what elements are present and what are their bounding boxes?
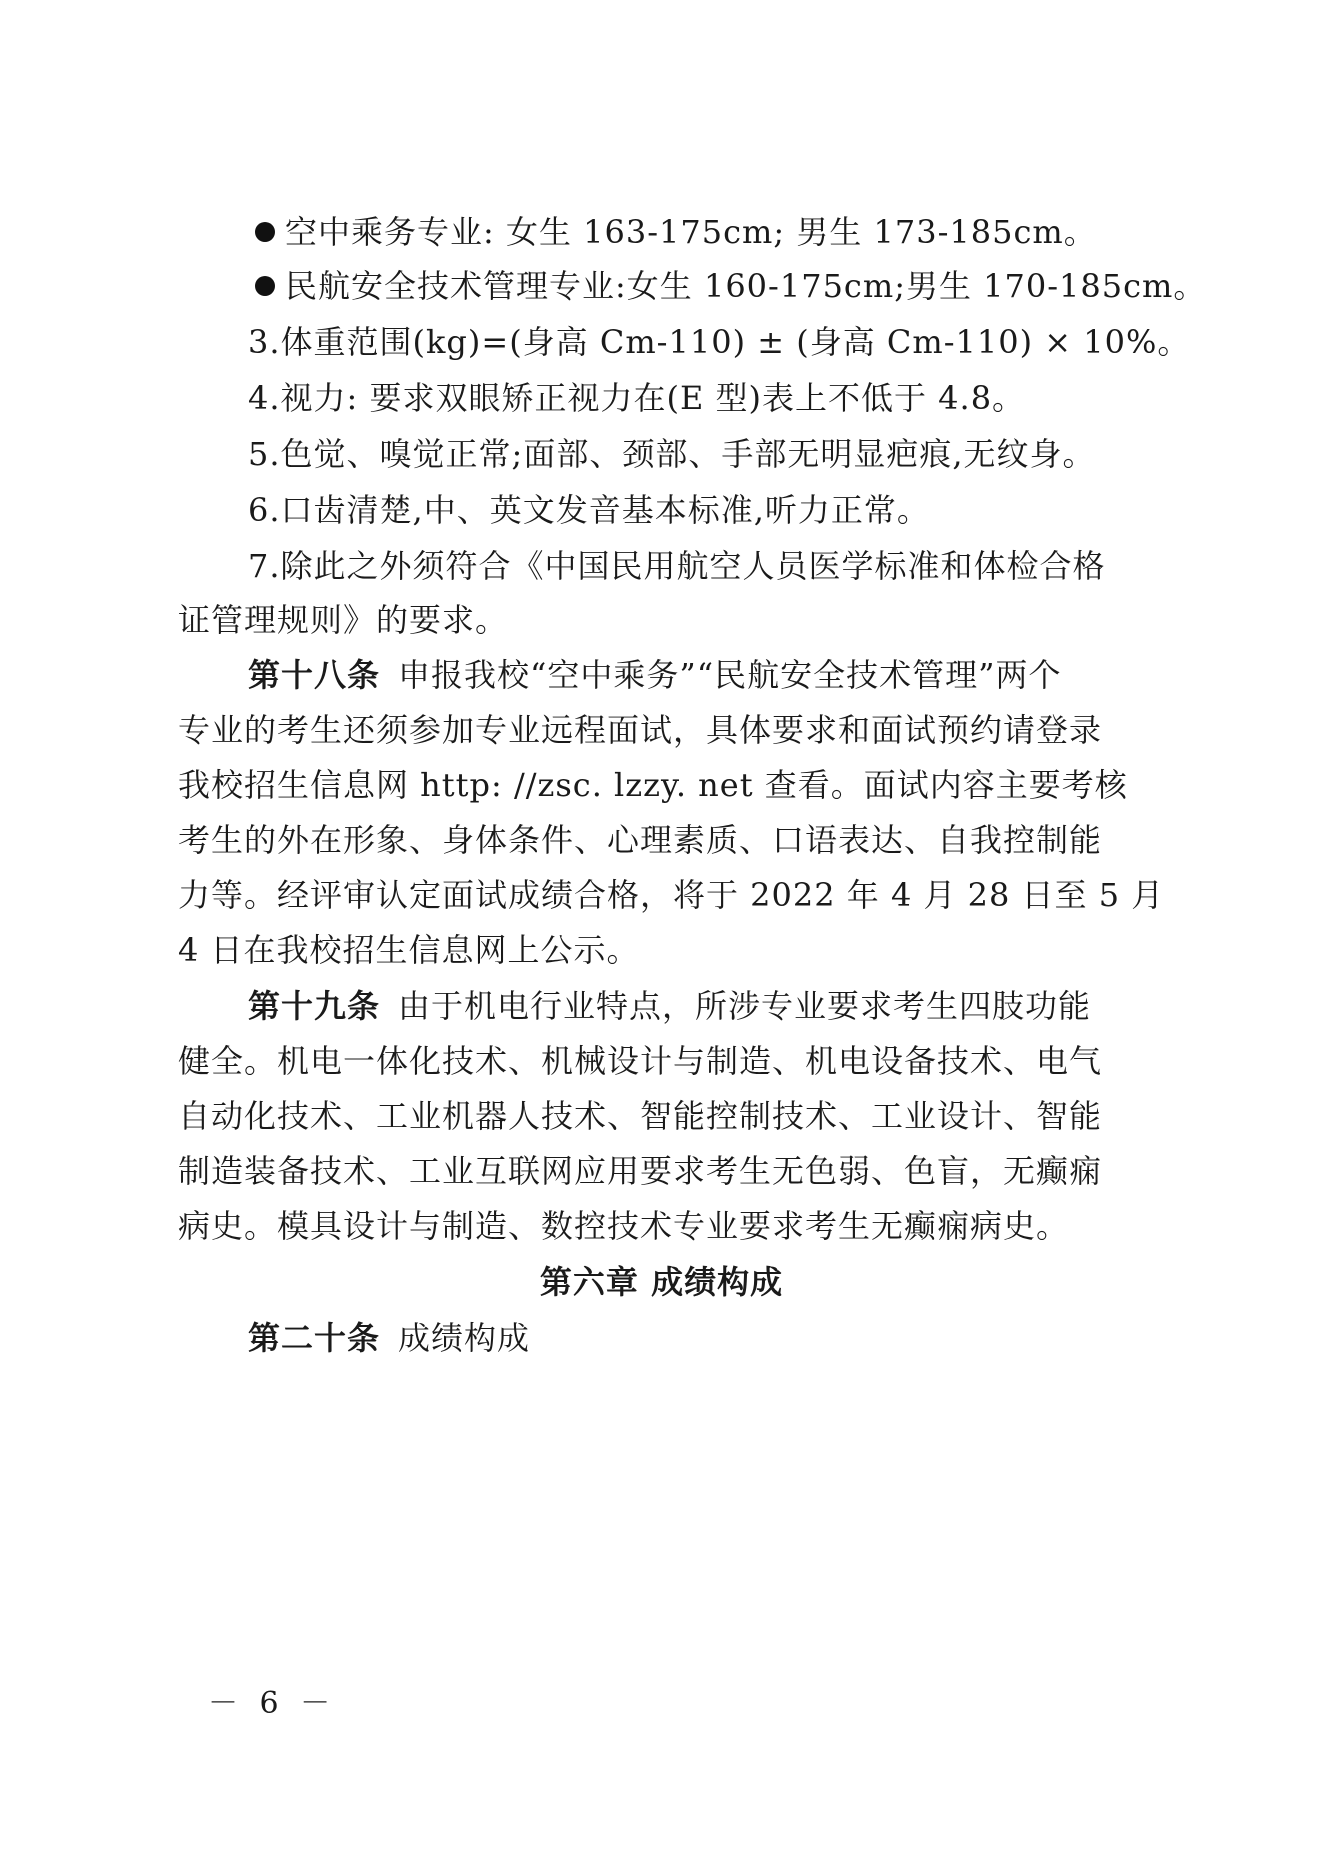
article-18-label: 第十八条 bbox=[248, 656, 381, 694]
article-18-line: 我校招生信息网 http: //zsc. lzzy. net 查看。面试内容主要考核 bbox=[178, 766, 1128, 804]
article-19-line: 病史。模具设计与制造、数控技术专业要求考生无癫痫病史。 bbox=[178, 1207, 1070, 1245]
chapter-title: 第六章 成绩构成 bbox=[539, 1263, 784, 1301]
bullet-dot-icon bbox=[255, 276, 275, 296]
item-medical-standard: 7.除此之外须符合《中国民用航空人员医学标准和体检合格 bbox=[248, 547, 1106, 585]
item-weight-range: 3.体重范围(kg)=(身高 Cm-110) ± (身高 Cm-110) × 10%。 bbox=[248, 323, 1191, 361]
bullet-text: 民航安全技术管理专业:女生 160-175cm;男生 170-185cm。 bbox=[285, 267, 1207, 305]
article-18-line: 力等。经评审认定面试成绩合格，将于 2022 年 4 月 28 日至 5 月 bbox=[178, 876, 1165, 914]
article-18-line: 专业的考生还须参加专业远程面试，具体要求和面试预约请登录 bbox=[178, 711, 1103, 749]
item-color-smell: 5.色觉、嗅觉正常;面部、颈部、手部无明显疤痕,无纹身。 bbox=[248, 435, 1096, 473]
article-19-line: 健全。机电一体化技术、机械设计与制造、机电设备技术、电气 bbox=[178, 1042, 1103, 1080]
item-vision: 4.视力: 要求双眼矫正视力在(E 型)表上不低于 4.8。 bbox=[248, 379, 1026, 417]
article-18-text: 申报我校“空中乘务”“民航安全技术管理”两个 bbox=[398, 656, 1062, 694]
article-20-label: 第二十条 bbox=[248, 1319, 381, 1357]
item-medical-standard-continuation: 证管理规则》的要求。 bbox=[178, 601, 509, 639]
article-19-text: 由于机电行业特点，所涉专业要求考生四肢功能 bbox=[398, 987, 1092, 1025]
bullet-item-flight-attendant bbox=[255, 212, 1160, 252]
article-20-line bbox=[248, 1318, 1160, 1358]
bullet-item-aviation-safety bbox=[255, 266, 1207, 306]
article-18-first-line bbox=[248, 655, 1160, 695]
article-19-label: 第十九条 bbox=[248, 987, 381, 1025]
item-speech-hearing: 6.口齿清楚,中、英文发音基本标准,听力正常。 bbox=[248, 491, 930, 529]
page-number: － 6 － bbox=[208, 1686, 337, 1721]
article-18-line: 4 日在我校招生信息网上公示。 bbox=[178, 931, 640, 969]
article-19-line: 制造装备技术、工业互联网应用要求考生无色弱、色盲，无癫痫 bbox=[178, 1152, 1103, 1190]
bullet-dot-icon bbox=[255, 222, 275, 242]
article-20-text: 成绩构成 bbox=[398, 1319, 531, 1357]
article-19-line: 自动化技术、工业机器人技术、智能控制技术、工业设计、智能 bbox=[178, 1097, 1103, 1135]
article-19-first-line bbox=[248, 986, 1160, 1026]
article-18-line: 考生的外在形象、身体条件、心理素质、口语表达、自我控制能 bbox=[178, 821, 1103, 859]
bullet-text: 空中乘务专业: 女生 163-175cm; 男生 173-185cm。 bbox=[285, 213, 1097, 251]
